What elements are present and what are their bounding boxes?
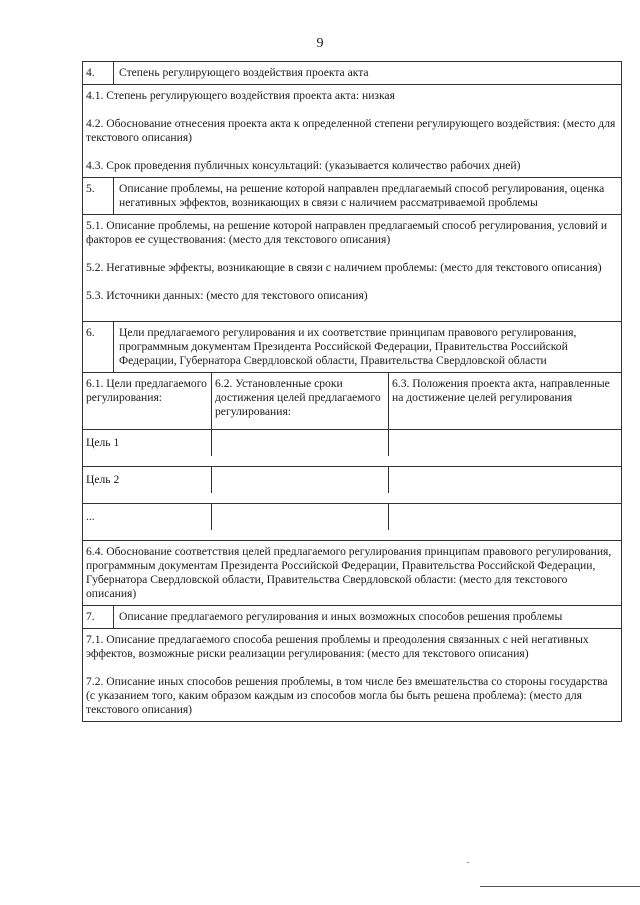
item-6-4: 6.4. Обоснование соответствия целей предлагаемого регулирования принципам правового регулирования, программным документам Президента Российской Федерации, Правительства Российской Федерации, Губернатора Свердловской области, Правительства Свердловской области: (место для текстового описания) xyxy=(86,545,612,600)
section-6-header xyxy=(83,321,621,372)
section-title: Степень регулирующего воздействия проекта акта xyxy=(119,66,369,79)
section-4-header xyxy=(83,62,621,84)
scan-speck xyxy=(467,862,469,863)
section-5-header xyxy=(83,177,621,214)
item-4-2: 4.2. Обоснование отнесения проекта акта к определенной степени регулирующего воздействия: (место для текстового описания) xyxy=(86,117,616,144)
page-number: 9 xyxy=(316,36,324,51)
goal-label: ... xyxy=(83,504,212,530)
goal-provision-cell xyxy=(389,430,621,466)
item-5-2: 5.2. Негативные эффекты, возникающие в связи с наличием проблемы: (место для текстового описания) xyxy=(86,261,602,274)
section-number: 5. xyxy=(83,178,114,214)
item-7-1: 7.1. Описание предлагаемого способа решения проблемы и преодоления связанных с ней негативных эффектов, возможные риски реализации регулирования: (место для текстового описания) xyxy=(86,633,589,660)
item-4-1: 4.1. Степень регулирующего воздействия проекта акта: низкая xyxy=(86,89,395,102)
table-row xyxy=(83,429,621,466)
item-4-3: 4.3. Срок проведения публичных консультаций: (указывается количество рабочих дней) xyxy=(86,159,521,172)
goal-label: Цель 2 xyxy=(83,467,212,493)
section-title: Описание проблемы, на решение которой направлен предлагаемый способ регулирования, оценка негативных эффектов, возникающих в связи с наличием рассматриваемой проблемы xyxy=(119,182,605,209)
col-header-provisions: 6.3. Положения проекта акта, направленные на достижение целей регулирования xyxy=(392,377,610,404)
section-7-body xyxy=(83,628,621,721)
goal-provision-cell xyxy=(389,467,621,503)
item-7-2: 7.2. Описание иных способов решения проблемы, в том числе без вмешательства со стороны государства (с указанием того, каким образом каждым из способов могла бы быть решена проблема): (место для текстового описания) xyxy=(86,675,608,716)
section-4-body xyxy=(83,84,621,177)
section-7-header xyxy=(83,605,621,628)
table-row xyxy=(83,503,621,540)
section-title: Цели предлагаемого регулирования и их соответствие принципам правового регулирования, программным документам Президента Российской Федерации, Правительства Российской Федерации, Губернатора Свердловской области, Правительства Свердловской области xyxy=(119,326,577,367)
col-header-deadlines: 6.2. Установленные сроки достижения целей предлагаемого регулирования: xyxy=(212,373,389,429)
goal-provision-cell xyxy=(389,504,621,540)
goal-label: Цель 1 xyxy=(83,430,212,456)
regulatory-impact-form xyxy=(82,61,622,722)
section-5-body xyxy=(83,214,621,321)
section-6-justification xyxy=(83,540,621,605)
goal-deadline-cell xyxy=(212,467,389,493)
col-header-goals: 6.1. Цели предлагаемого регулирования: xyxy=(83,373,212,429)
page-edge-line xyxy=(480,886,640,887)
table-row xyxy=(83,466,621,503)
goal-deadline-cell xyxy=(212,430,389,456)
section-number: 4. xyxy=(83,62,114,84)
goals-table-header xyxy=(83,372,621,429)
item-5-3: 5.3. Источники данных: (место для текстового описания) xyxy=(86,289,368,302)
section-title: Описание предлагаемого регулирования и иных возможных способов решения проблемы xyxy=(119,610,563,623)
item-5-1: 5.1. Описание проблемы, на решение которой направлен предлагаемый способ регулирования, условий и факторов ее существования: (место для текстового описания) xyxy=(86,219,608,246)
section-number: 7. xyxy=(83,606,114,628)
goal-deadline-cell xyxy=(212,504,389,530)
section-number: 6. xyxy=(83,322,114,372)
